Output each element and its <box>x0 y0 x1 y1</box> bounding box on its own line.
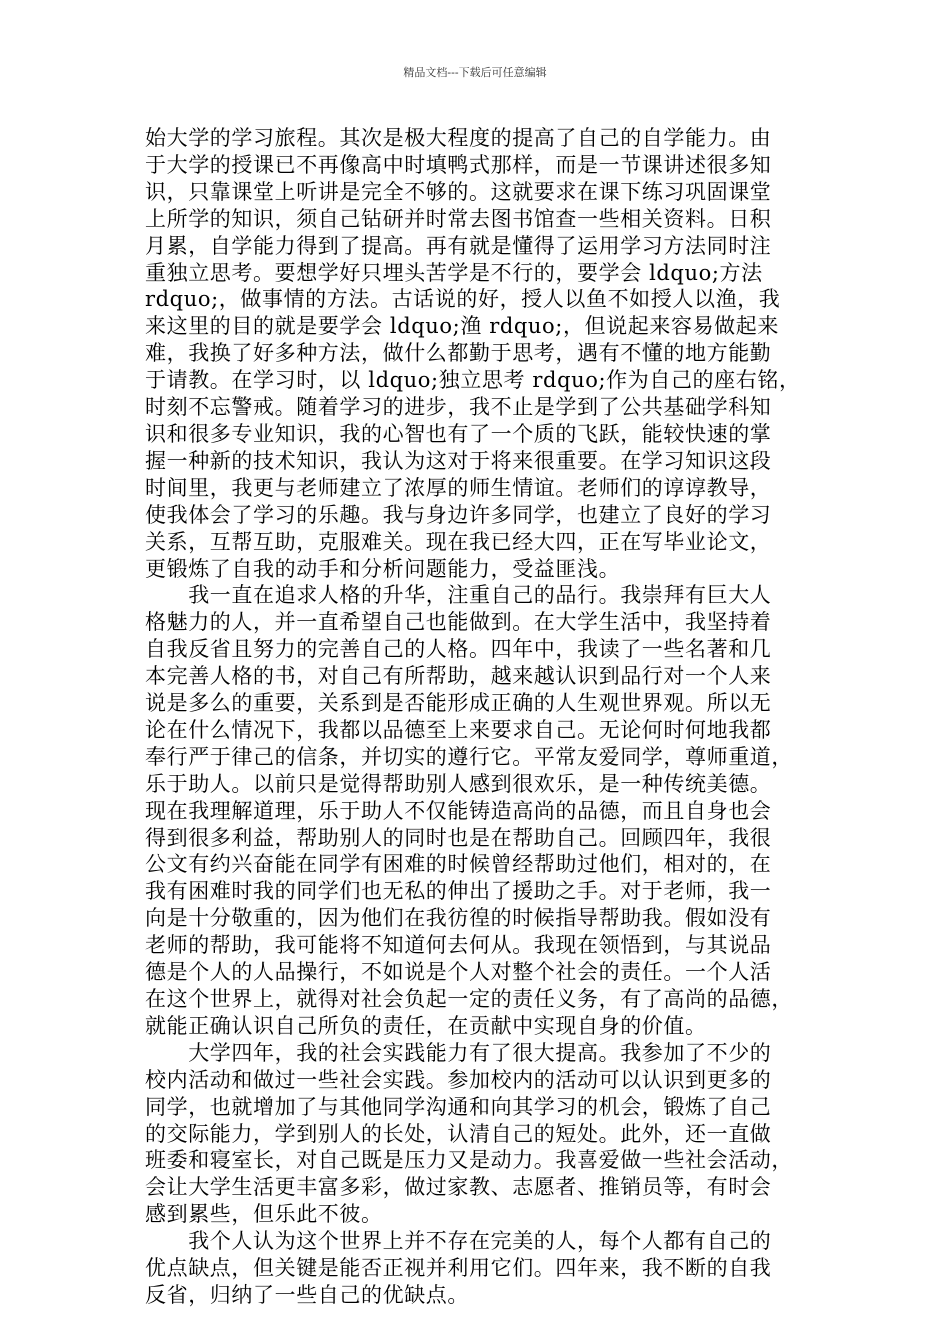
text-line: 格魅力的人，并一直希望自己也能做到。在大学生活中，我坚持着 <box>145 610 772 635</box>
text-line: 同学，也就增加了与其他同学沟通和向其学习的机会，锻炼了自己 <box>145 1094 772 1119</box>
text-line: 自我反省且努力的完善自己的人格。四年中，我读了一些名著和几 <box>145 637 772 662</box>
text-line: 我个人认为这个世界上并不存在完美的人，每个人都有自己的 <box>145 1229 772 1254</box>
text-line: 的交际能力，学到别人的长处，认清自己的短处。此外，还一直做 <box>145 1121 772 1146</box>
text-line: 识和很多专业知识，我的心智也有了一个质的飞跃，能较快速的掌 <box>145 421 772 446</box>
text-line: 识，只靠课堂上听讲是完全不够的。这就要求在课下练习巩固课堂 <box>145 179 772 204</box>
paragraph-social-practice <box>145 1040 821 1228</box>
text-line: 在这个世界上，就得对社会负起一定的责任义务，有了高尚的品德， <box>145 987 793 1011</box>
text-line: 使我体会了学习的乐趣。我与身边许多同学，也建立了良好的学习 <box>145 502 772 527</box>
text-line: 论在什么情况下，我都以品德至上来要求自己。无论何时何地我都 <box>145 717 772 742</box>
text-line: 握一种新的技术知识，我认为这对于将来很重要。在学习知识这段 <box>145 448 772 473</box>
text-line: rdquo;，做事情的方法。古话说的好，授人以鱼不如授人以渔，我 <box>145 287 781 312</box>
text-line: 现在我理解道理，乐于助人不仅能铸造高尚的品德，而且自身也会 <box>145 798 772 823</box>
text-line: 难，我换了好多种方法，做什么都勤于思考，遇有不懂的地方能勤 <box>145 341 772 366</box>
text-line: 于大学的授课已不再像高中时填鸭式那样，而是一节课讲述很多知 <box>145 152 772 177</box>
text-line: 公文有约兴奋能在同学有困难的时候曾经帮助过他们，相对的，在 <box>145 852 772 877</box>
text-line: 大学四年，我的社会实践能力有了很大提高。我参加了不少的 <box>145 1040 772 1065</box>
text-line: 向是十分敬重的，因为他们在我彷徨的时候指导帮助我。假如没有 <box>145 906 772 931</box>
text-line: 校内活动和做过一些社会实践。参加校内的活动可以认识到更多的 <box>145 1067 772 1092</box>
text-line: 感到累些，但乐此不彼。 <box>145 1202 383 1227</box>
text-line: 会让大学生活更丰富多彩，做过家教、志愿者、推销员等，有时会 <box>145 1175 772 1200</box>
text-line: 关系，互帮互助，克服难关。现在我已经大四，正在写毕业论文， <box>145 529 772 554</box>
text-line: 就能正确认识自己所负的责任，在贡献中实现自身的价值。 <box>145 1013 707 1038</box>
text-line: 班委和寝室长，对自己既是压力又是动力。我喜爱做一些社会活动， <box>145 1148 793 1173</box>
text-line: 奉行严于律己的信条，并切实的遵行它。平常友爱同学，尊师重道， <box>145 744 793 769</box>
text-line: 反省，归纳了一些自己的优缺点。 <box>145 1282 469 1307</box>
paragraph-character <box>145 582 821 1039</box>
text-line: 本完善人格的书，对自己有所帮助，越来越认识到品行对一个人来 <box>145 664 772 689</box>
text-line: 更锻炼了自我的动手和分析问题能力，受益匪浅。 <box>145 556 621 581</box>
text-line: 优点缺点，但关键是能否正视并利用它们。四年来，我不断的自我 <box>145 1256 772 1281</box>
text-line: 上所学的知识，须自己钻研并时常去图书馆查一些相关资料。日积 <box>145 206 772 231</box>
text-line: 时刻不忘警戒。随着学习的进步，我不止是学到了公共基础学科知 <box>145 395 772 420</box>
page-header: 精品文档---下载后可任意编辑 <box>403 66 547 79</box>
text-line: 月累，自学能力得到了提高。再有就是懂得了运用学习方法同时注 <box>145 233 772 258</box>
text-line: 重独立思考。要想学好只埋头苦学是不行的，要学会 ldquo;方法 <box>145 260 763 285</box>
text-line: 得到很多利益，帮助别人的同时也是在帮助自己。回顾四年，我很 <box>145 825 772 850</box>
text-line: 我一直在追求人格的升华，注重自己的品行。我崇拜有巨大人 <box>145 583 772 608</box>
text-line: 时间里，我更与老师建立了浓厚的师生情谊。老师们的谆谆教导， <box>145 475 772 500</box>
paragraph-self-reflection <box>145 1228 821 1309</box>
text-line: 于请教。在学习时，以 ldquo;独立思考 rdquo;作为自己的座右铭， <box>145 368 801 393</box>
text-line: 德是个人的人品操行，不如说是个人对整个社会的责任。一个人活 <box>145 960 772 985</box>
document-body <box>145 125 821 1309</box>
text-line: 来这里的目的就是要学会 ldquo;渔 rdquo;，但说起来容易做起来 <box>145 314 779 339</box>
text-line: 始大学的学习旅程。其次是极大程度的提高了自己的自学能力。由 <box>145 126 772 150</box>
text-line: 说是多么的重要，关系到是否能形成正确的人生观世界观。所以无 <box>145 691 772 716</box>
text-line: 我有困难时我的同学们也无私的伸出了援助之手。对于老师，我一 <box>145 879 772 904</box>
text-line: 乐于助人。以前只是觉得帮助别人感到很欢乐，是一种传统美德。 <box>145 771 772 796</box>
text-line: 老师的帮助，我可能将不知道何去何从。我现在领悟到，与其说品 <box>145 933 772 958</box>
paragraph-study <box>145 125 821 582</box>
